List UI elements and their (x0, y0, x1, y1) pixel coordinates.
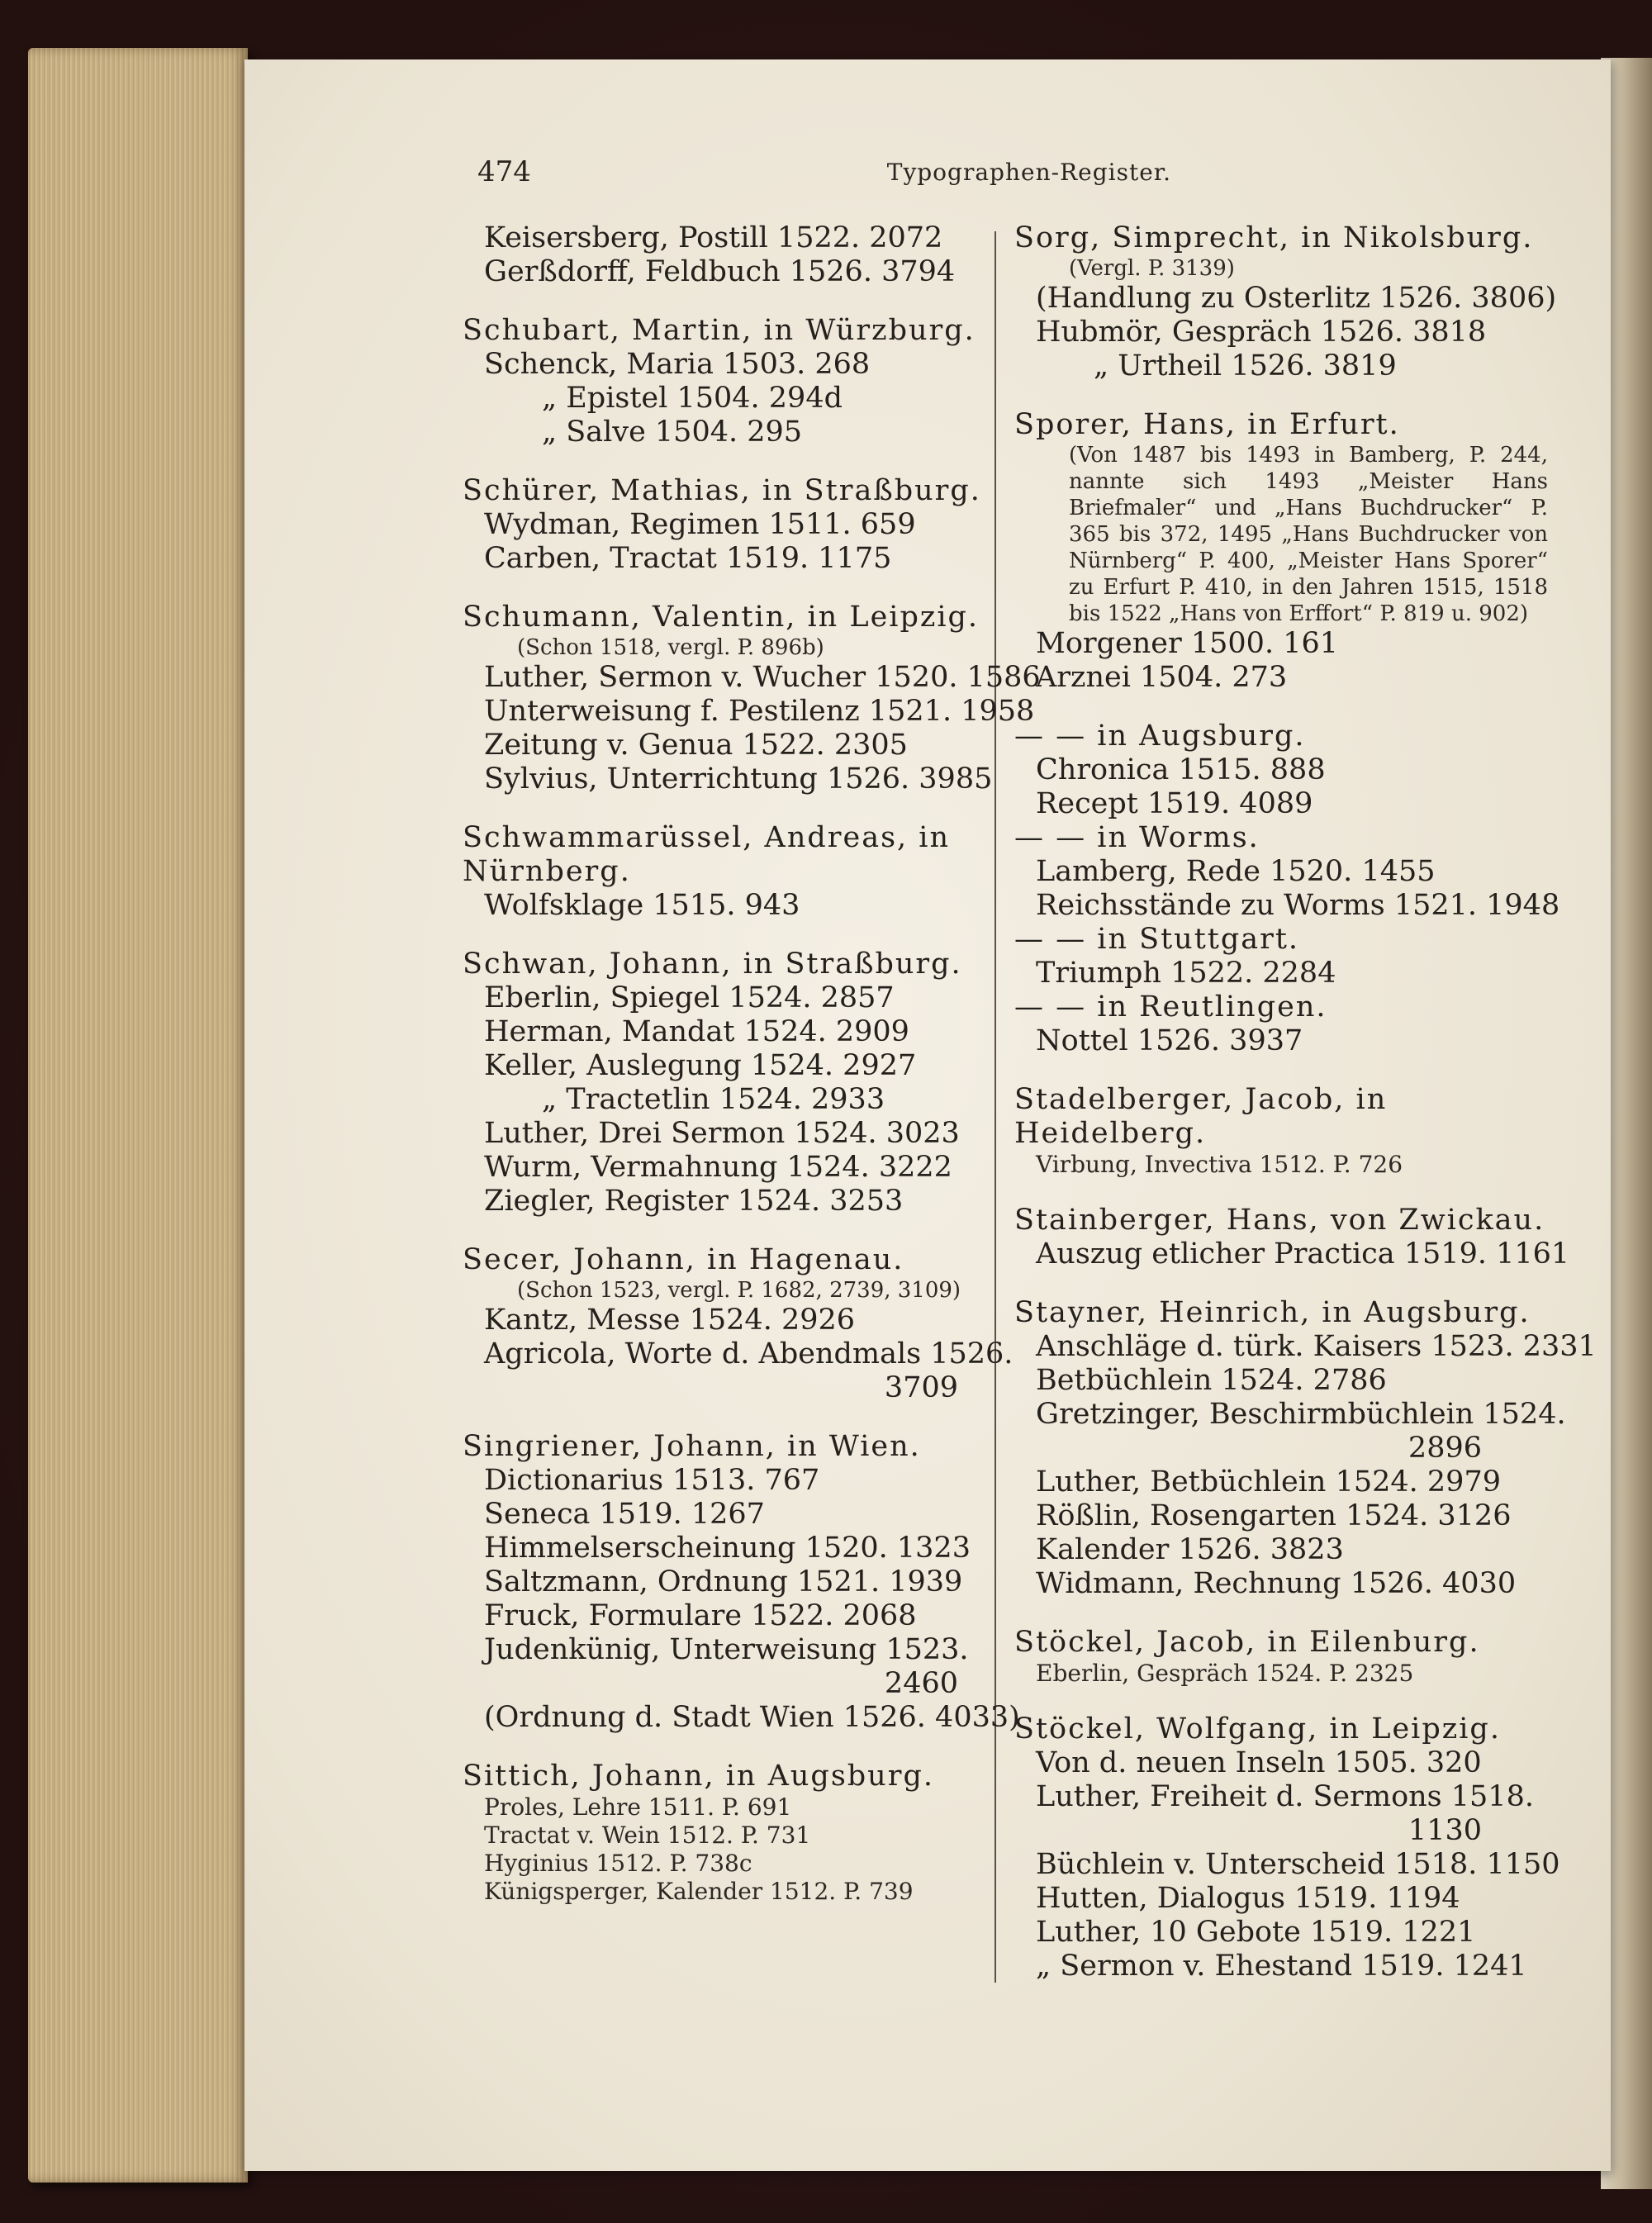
printer-entry (463, 821, 999, 923)
work-line: Gerßdorff, Feldbuch 1526. 3794 (484, 255, 956, 288)
work-line: Saltzmann, Ordnung 1521. 1939 (484, 1565, 963, 1598)
printer-heading: Stöckel, Jacob, in Eilenburg. (1014, 1626, 1480, 1659)
work-line: „ Salve 1504. 295 (542, 416, 803, 449)
printer-entry (463, 1430, 1020, 1735)
work-line: Fruck, Formulare 1522. 2068 (484, 1599, 917, 1632)
work-line: Hyginius 1512. P. 738c (484, 1850, 752, 1877)
printer-entry (1014, 1204, 1570, 1271)
work-line: Luther, Drei Sermon 1524. 3023 (484, 1117, 960, 1150)
printer-entry (463, 948, 999, 1218)
work-line: Zeitung v. Genua 1522. 2305 (484, 729, 908, 762)
work-line: Lamberg, Rede 1520. 1455 (1036, 855, 1436, 888)
printer-entry (463, 1760, 999, 1906)
book-page-edges (28, 48, 248, 2183)
work-line: (Ordnung d. Stadt Wien 1526. 4033) (484, 1701, 1020, 1734)
work-line: Agricola, Worte d. Abendmals 1526. (484, 1337, 1014, 1370)
work-line: Luther, Sermon v. Wucher 1520. 1586 (484, 661, 1041, 694)
work-line: Von d. neuen Inseln 1505. 320 (1036, 1746, 1482, 1779)
printer-heading: Schubart, Martin, in Würzburg. (463, 314, 976, 347)
work-line: Reichsstände zu Worms 1521. 1948 (1036, 889, 1560, 922)
printer-entry (1014, 1712, 1560, 1983)
work-line: (Handlung zu Osterlitz 1526. 3806) (1036, 282, 1557, 315)
work-line: Luther, Betbüchlein 1524. 2979 (1036, 1465, 1501, 1499)
printer-entry (1014, 221, 1557, 383)
work-line: Chronica 1515. 888 (1036, 753, 1326, 786)
right-column (1014, 221, 1597, 2008)
work-line: Schenck, Maria 1503. 268 (484, 348, 871, 381)
work-line: Carben, Tractat 1519. 1175 (484, 542, 892, 575)
work-line: Wurm, Vermahnung 1524. 3222 (484, 1151, 952, 1184)
work-line: Dictionarius 1513. 767 (484, 1464, 820, 1497)
printer-entry (1014, 408, 1548, 695)
printer-entry (1014, 990, 1548, 1058)
printer-heading: — — in Worms. (1014, 821, 1260, 854)
printer-entry (1014, 1083, 1548, 1179)
printer-entry (463, 1243, 1014, 1405)
left-column (463, 221, 1041, 1931)
work-line: Luther, Freiheit d. Sermons 1518. (1036, 1780, 1534, 1813)
work-line: Eberlin, Gespräch 1524. P. 2325 (1036, 1660, 1414, 1687)
printer-heading: Sporer, Hans, in Erfurt. (1014, 408, 1400, 441)
printer-heading: Schwammarüssel, Andreas, in Nürnberg. (463, 821, 951, 888)
printer-entry (1014, 923, 1548, 990)
printer-note: (Schon 1518, vergl. P. 896b) (517, 635, 824, 660)
printer-heading: Stadelberger, Jacob, in Heidelberg. (1014, 1083, 1388, 1150)
printer-heading: Schumann, Valentin, in Leipzig. (463, 601, 980, 634)
work-line: Betbüchlein 1524. 2786 (1036, 1364, 1387, 1397)
printer-heading: Schürer, Mathias, in Straßburg. (463, 474, 981, 507)
printer-heading: Stainberger, Hans, von Zwickau. (1014, 1204, 1545, 1237)
printer-note: (Vergl. P. 3139) (1069, 256, 1235, 281)
printer-entry (463, 314, 999, 449)
work-line: Hutten, Dialogus 1519. 1194 (1036, 1882, 1460, 1915)
printer-entry (463, 474, 999, 576)
work-line: Unterweisung f. Pestilenz 1521. 1958 (484, 695, 1035, 728)
work-line: „ Urtheil 1526. 3819 (1094, 349, 1397, 382)
work-line: Arznei 1504. 273 (1036, 661, 1288, 694)
printer-note: (Schon 1523, vergl. P. 1682, 2739, 3109) (517, 1278, 961, 1303)
work-line: Herman, Mandat 1524. 2909 (484, 1015, 909, 1048)
printer-entry (1014, 1626, 1548, 1688)
work-line: Virbung, Invectiva 1512. P. 726 (1036, 1151, 1403, 1178)
work-line: Proles, Lehre 1511. P. 691 (484, 1793, 792, 1821)
printer-entry (463, 601, 1041, 796)
printer-heading: — — in Augsburg. (1014, 720, 1306, 753)
work-line: „ Sermon v. Ehestand 1519. 1241 (1036, 1950, 1527, 1983)
work-line: Auszug etlicher Practica 1519. 1161 (1036, 1237, 1570, 1271)
work-line: Ziegler, Register 1524. 3253 (484, 1185, 904, 1218)
work-line: 2896 (1408, 1432, 1482, 1465)
work-line: Seneca 1519. 1267 (484, 1498, 765, 1531)
printer-heading: — — in Stuttgart. (1014, 923, 1300, 956)
printer-entry (1014, 1296, 1597, 1601)
work-line: Luther, 10 Gebote 1519. 1221 (1036, 1916, 1476, 1949)
work-line: Wolfsklage 1515. 943 (484, 889, 800, 922)
work-line: Anschläge d. türk. Kaisers 1523. 2331 (1036, 1330, 1597, 1363)
printer-heading: Stöckel, Wolfgang, in Leipzig. (1014, 1712, 1501, 1746)
work-line: Judenkünig, Unterweisung 1523. (484, 1633, 969, 1666)
work-line: 2460 (884, 1667, 958, 1700)
work-line: Eberlin, Spiegel 1524. 2857 (484, 981, 895, 1014)
printer-entry (463, 221, 999, 289)
printer-heading: Singriener, Johann, in Wien. (463, 1430, 921, 1463)
printer-heading: — — in Reutlingen. (1014, 990, 1327, 1024)
work-line: Kalender 1526. 3823 (1036, 1533, 1344, 1566)
work-line: Künigsperger, Kalender 1512. P. 739 (484, 1878, 914, 1905)
printer-entry (1014, 720, 1548, 821)
printer-heading: Sorg, Simprecht, in Nikolsburg. (1014, 221, 1534, 254)
work-line: Kantz, Messe 1524. 2926 (484, 1304, 856, 1337)
work-line: Keisersberg, Postill 1522. 2072 (484, 221, 943, 254)
work-line: Keller, Auslegung 1524. 2927 (484, 1049, 917, 1082)
running-header (477, 155, 1171, 192)
printer-heading: Schwan, Johann, in Straßburg. (463, 948, 962, 981)
work-line: Rößlin, Rosengarten 1524. 3126 (1036, 1499, 1512, 1532)
printer-entry (1014, 821, 1560, 923)
work-line: Sylvius, Unterrichtung 1526. 3985 (484, 762, 993, 796)
work-line: Widmann, Rechnung 1526. 4030 (1036, 1567, 1517, 1600)
printer-heading: Sittich, Johann, in Augsburg. (463, 1760, 934, 1793)
work-line: „ Epistel 1504. 294d (542, 382, 843, 415)
work-line: Büchlein v. Unterscheid 1518. 1150 (1036, 1848, 1560, 1881)
work-line: Nottel 1526. 3937 (1036, 1024, 1303, 1057)
page-number: 474 (477, 155, 531, 188)
work-line: Wydman, Regimen 1511. 659 (484, 508, 916, 541)
work-line: 3709 (884, 1371, 958, 1404)
printer-heading: Stayner, Heinrich, in Augsburg. (1014, 1296, 1531, 1329)
page-title: Typographen-Register. (886, 159, 1171, 186)
work-line: Himmelserscheinung 1520. 1323 (484, 1532, 971, 1565)
work-line: Gretzinger, Beschirmbüchlein 1524. (1036, 1398, 1566, 1431)
work-line: Triumph 1522. 2284 (1036, 957, 1336, 990)
work-line: Hubmör, Gespräch 1526. 3818 (1036, 316, 1487, 349)
printer-heading: Secer, Johann, in Hagenau. (463, 1243, 904, 1276)
work-line: Morgener 1500. 161 (1036, 627, 1338, 660)
work-line: 1130 (1408, 1814, 1482, 1847)
work-line: Recept 1519. 4089 (1036, 787, 1313, 820)
work-line: Tractat v. Wein 1512. P. 731 (484, 1822, 811, 1849)
printer-note: (Von 1487 bis 1493 in Bamberg, P. 244, nannte sich 1493 „Meister Hans Briefmaler“ und „Hans Buchdrucker“ P. 365 bis 372, 1495 „Hans Buchdrucker von Nürnberg“ P. 400, „Meister Hans Sporer“ zu Erfurt P. 410, in den Jahren 1515, 1518 bis 1522 „Hans von Erffort“ P. 819 u. 902) (1069, 443, 1548, 626)
work-line: „ Tractetlin 1524. 2933 (542, 1083, 885, 1116)
